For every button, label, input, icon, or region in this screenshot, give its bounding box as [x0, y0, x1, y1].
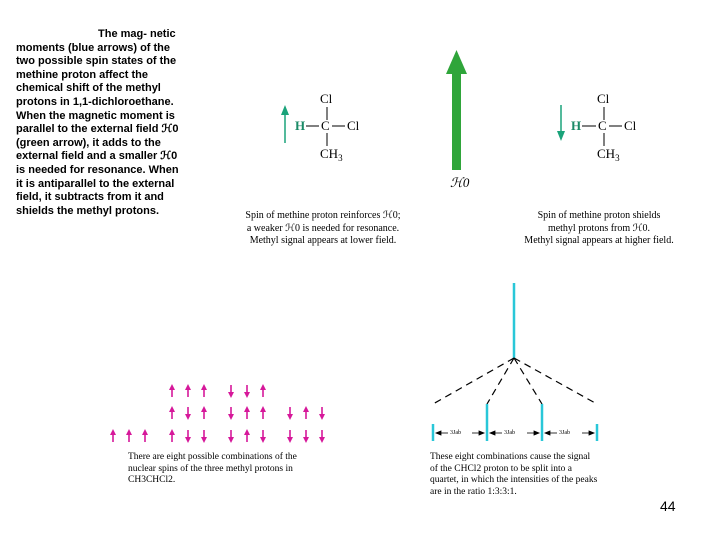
nuclear-spin-up-arrow [126, 429, 132, 442]
quartet-diagram [433, 283, 597, 441]
nuclear-spin-up-arrow [169, 384, 175, 397]
nuclear-spin-down-arrow [185, 430, 191, 443]
molecule-left [295, 91, 360, 163]
nuclear-spin-up-arrow [244, 429, 250, 442]
j-label-3: 3Jab [559, 430, 570, 436]
caption-shield [504, 210, 694, 248]
caption-left-line-3: Methyl signal appears at lower field. [249, 235, 397, 246]
nuclear-spin-down-arrow [303, 430, 309, 443]
caption-combinations: There are eight possible combinations of the nuclear spins of the three methyl protons in CH3CHCl2. [128, 452, 297, 485]
molecule-right-cl-top: Cl [597, 91, 610, 106]
nuclear-spin-up-arrow [110, 429, 116, 442]
nuclear-spin-down-arrow [287, 407, 293, 420]
main-caption-text: netic moments (blue arrows) of the two possible spin states of the methine proton affect the chemical shift of the methyl protons in 1,1-dichloroethane. When the magnetic moment is parallel to the external field ℋ0 (green arrow), it adds to the external field and a smaller ℋ0 is needed for resonance. When it is antiparallel to the external field, it subtracts from it and shields the methyl protons. [16, 28, 179, 217]
nuclear-spin-up-arrow [260, 384, 266, 397]
molecule-left-cl-right: Cl [347, 118, 360, 133]
nuclear-spin-down-arrow [228, 385, 234, 398]
split-line-1 [433, 358, 514, 404]
nuclear-spin-down-arrow [260, 430, 266, 443]
molecule-left-ch3: $CH_3$ [320, 146, 343, 163]
split-line-4 [514, 358, 597, 404]
j-label-2: 3Jab [504, 430, 515, 436]
molecule-left-cl-top: Cl [320, 91, 333, 106]
external-field-arrow [446, 50, 467, 170]
nuclear-spin-down-arrow [228, 430, 234, 443]
nuclear-spin-up-arrow [142, 429, 148, 442]
caption-left-line-1: Spin of methine proton reinforces ℋ0; [245, 210, 401, 221]
page-number: 44 [660, 498, 676, 514]
molecule-right [571, 91, 637, 163]
nuclear-spin-down-arrow [228, 407, 234, 420]
caption-quartet: These eight combinations cause the signal of the CHCl2 proton to be split into a quartet, in which the intensities of the peaks are in the ratio 1:3:3:1. [430, 452, 598, 497]
nuclear-spin-down-arrow [287, 430, 293, 443]
nuclear-spin-down-arrow [319, 430, 325, 443]
caption-right-line-3: Methyl signal appears at higher field. [524, 235, 674, 246]
main-caption-first: The mag- [98, 28, 147, 40]
nuclear-spin-up-arrow [169, 429, 175, 442]
nuclear-spin-up-arrow [303, 406, 309, 419]
molecule-right-h: H [571, 118, 582, 133]
nuclear-spin-up-arrow [260, 406, 266, 419]
molecule-right-c: C [598, 118, 607, 133]
molecule-left-c: C [321, 118, 330, 133]
methine-spin-down-arrow [557, 105, 565, 141]
split-line-3 [514, 358, 542, 404]
caption-right-line-2: methyl protons from ℋ0. [547, 222, 651, 234]
spin-combinations [110, 384, 325, 443]
caption-right-line-1: Spin of methine proton shields [537, 210, 661, 221]
nuclear-spin-down-arrow [319, 407, 325, 420]
molecule-right-ch3: $CH_3$ [597, 146, 620, 163]
nuclear-spin-down-arrow [185, 407, 191, 420]
molecule-left-h: H [295, 118, 306, 133]
caption-reinforce [228, 210, 418, 248]
methine-spin-up-arrow [281, 105, 289, 143]
caption-left-line-2: a weaker ℋ0 is needed for resonance. [246, 222, 400, 234]
field-label: ℋ0 [450, 175, 470, 190]
nuclear-spin-down-arrow [244, 385, 250, 398]
molecule-right-cl-right: Cl [624, 118, 637, 133]
nuclear-spin-up-arrow [201, 406, 207, 419]
nuclear-spin-down-arrow [201, 430, 207, 443]
nuclear-spin-up-arrow [185, 384, 191, 397]
j-label-1: 3Jab [450, 430, 461, 436]
nuclear-spin-up-arrow [201, 384, 207, 397]
nuclear-spin-up-arrow [169, 406, 175, 419]
nuclear-spin-up-arrow [244, 406, 250, 419]
split-line-2 [487, 358, 514, 404]
